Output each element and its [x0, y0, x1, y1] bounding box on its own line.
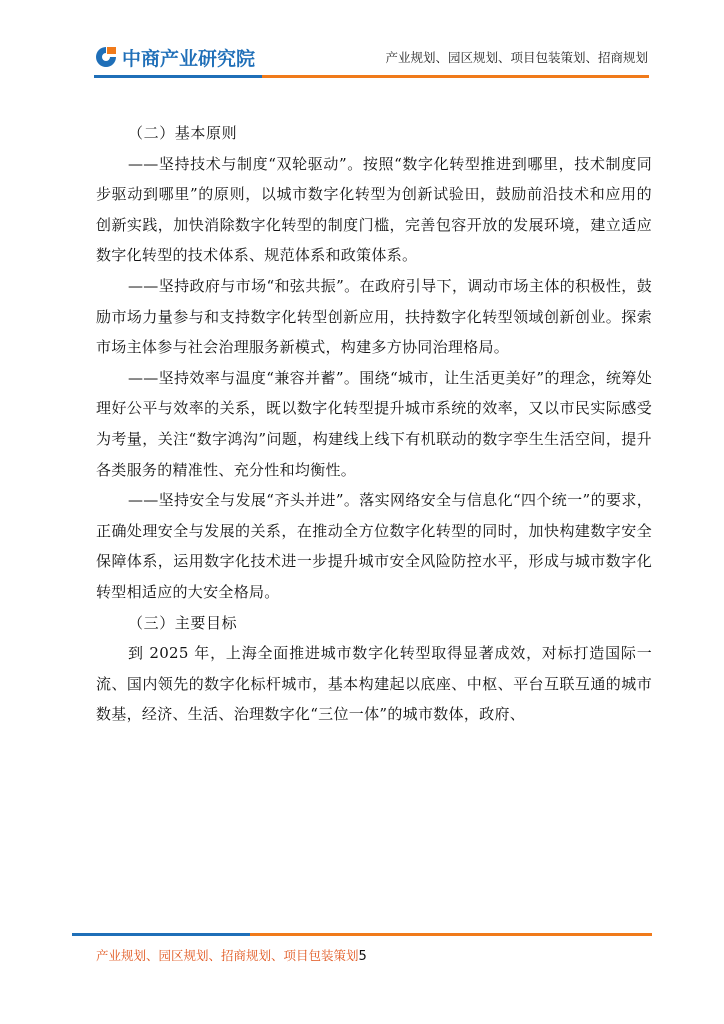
paragraph: ——坚持效率与温度“兼容并蓄”。围绕“城市，让生活更美好”的理念，统筹处理好公平与效率的关系，既以数字化转型提升城市系统的效率，又以市民实际感受为考量，关注“数字鸿沟”问题，构建线上线下有机联动的数字孪生生活空间，提升各类服务的精准性、充分性和均衡性。	[96, 368, 652, 479]
paragraph: 到 2025 年，上海全面推进城市数字化转型取得显著成效，对标打造国际一流、国内领先的数字化标杆城市，基本构建起以底座、中枢、平台互联互通的城市数基，经济、生活、治理数字化“三位一体”的城市数体，政府、	[96, 644, 652, 724]
header-rule-orange	[262, 75, 649, 78]
paragraph: ——坚持技术与制度“双轮驱动”。按照“数字化转型推进到哪里，技术制度同步驱动到哪里”的原则，以城市数字化转型为创新试验田，鼓励前沿技术和应用的创新实践，加快消除数字化转型的制度门槛，完善包容开放的发展环境，建立适应数字化转型的技术体系、规范体系和政策体系。	[96, 154, 652, 265]
header-rule-blue	[94, 75, 262, 78]
section-heading-goals: （三）主要目标	[128, 613, 238, 632]
header-tagline: 产业规划、园区规划、项目包装策划、招商规划	[385, 50, 648, 65]
paragraph: ——坚持政府与市场“和弦共振”。在政府引导下，调动市场主体的积极性，鼓励市场力量参与和支持数字化转型创新应用，扶持数字化转型领域创新创业。探索市场主体参与社会治理服务新模式，构建多方协同治理格局。	[96, 276, 652, 357]
page-number: 5	[358, 949, 367, 964]
footer-tagline: 产业规划、园区规划、招商规划、项目包装策划	[96, 948, 359, 963]
paragraph: ——坚持安全与发展“齐头并进”。落实网络安全与信息化“四个统一”的要求，正确处理安全与发展的关系，在推动全方位数字化转型的同时，加快构建数字安全保障体系，运用数字化技术进一步提升城市安全风险防控水平，形成与城市数字化转型相适应的大安全格局。	[96, 491, 652, 601]
zhongshang-logo-icon	[94, 45, 118, 69]
section-heading-principles: （二）基本原则	[128, 124, 238, 142]
page-footer	[96, 946, 367, 964]
page-header	[0, 0, 724, 90]
footer-rule-blue	[72, 933, 250, 936]
document-body	[96, 118, 652, 730]
footer-rule-orange	[250, 933, 652, 936]
brand-logo	[94, 44, 255, 70]
logo-text: 中商产业研究院	[122, 47, 256, 70]
